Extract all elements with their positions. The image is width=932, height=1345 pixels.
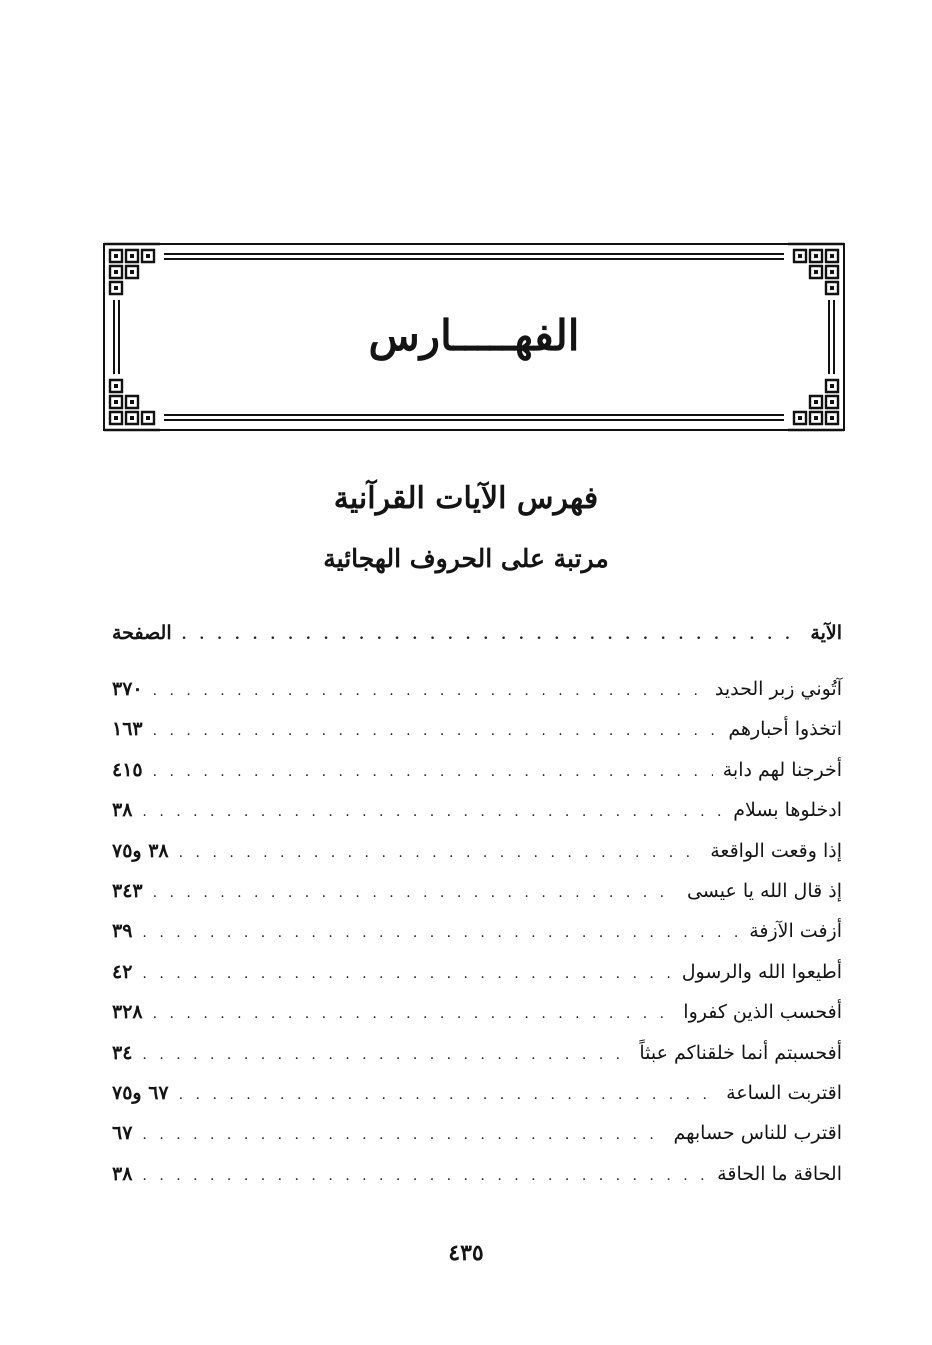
index-row: [112, 840, 842, 880]
index-main-heading: فهرس الآيات القرآنية: [333, 481, 599, 516]
frame-title: الفهـــــارس: [368, 311, 580, 360]
index-row: [112, 1122, 842, 1162]
leader-dots: [179, 1087, 716, 1103]
verse-column-header: الآية: [810, 622, 842, 644]
index-row: [112, 961, 842, 1001]
leader-dots: [142, 1127, 663, 1143]
verse-text: ادخلوها بسلام: [733, 799, 842, 822]
header-spacer: [112, 666, 842, 678]
verse-text: أخرجنا لهم دابة: [722, 758, 842, 781]
verse-text: اتخذوا أحبارهم: [728, 718, 842, 741]
page-ref: ٦٧: [112, 1122, 133, 1145]
page-ref: ٦٧ و٧٥: [112, 1081, 169, 1104]
index-sub-heading: مرتبة على الحروف الهجائية: [323, 544, 609, 573]
page-ref: ٣٨: [112, 799, 133, 822]
page-ref: ٣٧٠: [112, 678, 143, 700]
page-column-header: الصفحة: [112, 622, 172, 644]
verse-text: أفحسب الذين كفروا: [683, 1001, 842, 1024]
page-ref: ٣٢٨: [112, 1001, 143, 1024]
leader-dots: [142, 925, 739, 941]
index-row: [112, 920, 842, 960]
verse-text: أطيعوا الله والرسول: [681, 960, 842, 983]
page-ref: ٣٨ و٧٥: [112, 839, 169, 862]
index-row: [112, 1163, 842, 1203]
verse-text: الحاقة ما الحاقة: [717, 1162, 842, 1185]
index-row: [112, 678, 842, 718]
page-ref: ٣٩: [112, 920, 133, 943]
page-ref: ٣٨: [112, 1162, 133, 1185]
verse-text: إذا وقعت الواقعة: [710, 839, 842, 862]
verse-index-table: [112, 622, 842, 1203]
page-ref: ١٦٣: [112, 718, 143, 741]
leader-dots: [142, 1047, 629, 1063]
leader-dots: [153, 723, 719, 739]
index-row: [112, 880, 842, 920]
leader-dots: [179, 845, 701, 861]
leader-dots: [153, 885, 677, 901]
leader-dots: [153, 764, 713, 780]
index-row: [112, 1001, 842, 1041]
index-row: [112, 1082, 842, 1122]
index-row: [112, 759, 842, 799]
leader-dots: [182, 627, 801, 643]
page-ref: ٤١٥: [112, 758, 143, 781]
leader-dots: [142, 804, 723, 820]
verse-text: اقتربت الساعة: [726, 1081, 842, 1104]
page-ref: ٣٤٣: [112, 879, 143, 902]
verse-text: إذ قال الله يا عيسى: [686, 879, 842, 902]
leader-dots: [153, 683, 705, 699]
leader-dots: [153, 1006, 674, 1022]
page-number: ٤٣٥: [448, 1240, 484, 1266]
leader-dots: [142, 1168, 707, 1184]
leader-dots: [142, 966, 671, 982]
verse-text: اقترب للناس حسابهم: [673, 1122, 842, 1145]
ornamental-frame: [100, 240, 848, 434]
index-row: [112, 718, 842, 758]
page-ref: ٤٢: [112, 960, 133, 983]
verse-text: أزفت الآزفة: [749, 920, 842, 943]
page-ref: ٣٤: [112, 1041, 133, 1064]
verse-text: آتُوني زبر الحديد: [714, 678, 842, 700]
index-row: [112, 1042, 842, 1082]
index-row: [112, 799, 842, 839]
index-header-row: [112, 622, 842, 666]
verse-text: أفحسبتم أنما خلقناكم عبثاً: [639, 1041, 842, 1064]
